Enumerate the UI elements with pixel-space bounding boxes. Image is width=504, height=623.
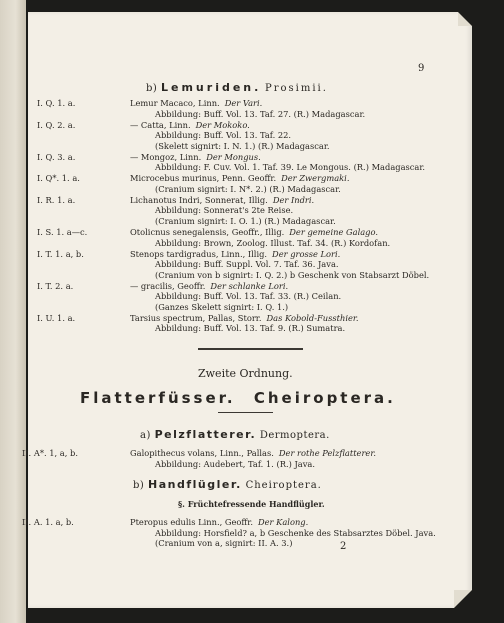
common-name: Der Kalong.: [258, 517, 309, 527]
entry-detail-line: (Cranium signirt: I. N*. 2.) (R.) Madagascar.: [155, 183, 341, 194]
species-name: — gracilis, Geoffr.: [130, 280, 206, 291]
entry-species-line: [130, 195, 314, 205]
entry-species-line: [130, 98, 262, 108]
entry-code: I. U. 1. a.: [37, 312, 76, 323]
book-page: [22, 12, 472, 608]
entry-code: II. A*. 1, a, b.: [22, 448, 78, 458]
species-name: Pteropus edulis Linn., Geoffr.: [130, 517, 253, 527]
section-letter: a): [140, 430, 151, 441]
common-name: Der rothe Pelzflatterer.: [278, 448, 377, 458]
page-corner-top: [458, 12, 472, 26]
entry-code: I. R. 1. a.: [37, 194, 76, 205]
section-latin: Cheiroptera.: [245, 480, 322, 491]
species-name: Tarsius spectrum, Pallas, Storr.: [130, 312, 262, 323]
entry-species-line: [130, 448, 376, 458]
entry-species-line: [130, 227, 378, 237]
entry-code: II. A. 1. a, b.: [22, 517, 74, 527]
entry-species-line: [130, 120, 250, 130]
entry-detail-line: Abbildung: Horsfield? a, b Geschenke des Stabsarztes Döbel. Java.: [155, 527, 436, 538]
entry-detail-line: Abbildung: Buff. Vol. 13. Taf. 27. (R.) Madagascar.: [155, 108, 366, 119]
entry-detail-line: (Skelett signirt: I. N. 1.) (R.) Madagascar.: [155, 140, 330, 151]
common-name: Der Vari.: [224, 98, 263, 108]
entry-code: I. Q. 1. a.: [37, 98, 76, 108]
signature-mark: 2: [340, 541, 347, 552]
short-rule: [218, 412, 273, 413]
entry-code: I. S. 1. a—c.: [37, 227, 88, 237]
common-name: Das Kobold-Fussthier.: [266, 312, 359, 323]
section-title: Handflügler.: [148, 478, 242, 491]
entry-detail-line: Abbildung: Buff. Vol. 13. Taf. 9. (R.) Sumatra.: [155, 323, 346, 334]
species-name: Otolicnus senegalensis, Geoffr., Illig.: [130, 227, 285, 237]
entry-detail-line: Abbildung: Buff. Vol. 13. Taf. 33. (R.) Ceilan.: [155, 291, 342, 302]
entry-detail-line: (Cranium signirt: I. O. 1.) (R.) Madagascar.: [155, 215, 336, 226]
entry-detail-line: Abbildung: Buff. Vol. 13. Taf. 22.: [155, 130, 292, 141]
order-title-latin: Cheiroptera.: [253, 389, 396, 407]
common-name: Der Mongus.: [206, 151, 261, 162]
entry-code: I. T. 1. a, b.: [37, 248, 84, 259]
order-label: Zweite Ordnung.: [198, 367, 293, 380]
page-corner-bottom: [454, 590, 472, 608]
order-title: [80, 389, 396, 407]
entry-detail-line: Abbildung: Brown, Zoolog. Illust. Taf. 34. (R.) Kordofan.: [155, 237, 391, 248]
section-latin: Dermoptera.: [259, 430, 330, 441]
previous-page-edge: [0, 0, 26, 623]
entry-species-line: [130, 152, 261, 162]
species-name: Stenops tardigradus, Linn., Illig.: [130, 248, 268, 259]
entry-code: I. T. 2. a.: [37, 280, 74, 291]
entry-species-line: [130, 249, 340, 259]
species-name: — Mongoz, Linn.: [130, 151, 202, 162]
common-name: Der grosse Lori.: [272, 248, 341, 259]
common-name: Der Mokoko.: [195, 119, 250, 130]
entry-species-line: [130, 281, 288, 291]
entry-detail-line: Abbildung: Audebert, Taf. 1. (R.) Java.: [155, 458, 315, 469]
subsection-title: Früchtefressende Handflügler.: [187, 499, 325, 509]
entry-detail-line: Abbildung: F. Cuv. Vol. 1. Taf. 39. Le Mongous. (R.) Madagascar.: [155, 162, 426, 173]
section-heading-handfluegler: [133, 480, 322, 491]
common-name: Der Indri.: [272, 194, 315, 205]
common-name: Der gemeine Galago.: [289, 227, 378, 237]
species-name: Lemur Macaco, Linn.: [130, 98, 220, 108]
page-number: 9: [418, 63, 425, 74]
entry-species-line: [130, 173, 349, 183]
entry-detail-line: (Cranium von a, signirt: II. A. 3.): [155, 538, 293, 548]
divider-rule: [198, 348, 303, 350]
species-name: Lichanotus Indri, Sonnerat, Illig.: [130, 194, 268, 205]
entry-detail-line: (Ganzes Skelett signirt: I. Q. 1.): [155, 301, 289, 312]
species-name: Galopithecus volans, Linn., Pallas.: [130, 448, 274, 458]
common-name: Der schlanke Lori.: [210, 280, 289, 291]
entry-code: I. Q*. 1. a.: [37, 173, 80, 184]
common-name: Der Zwergmaki.: [281, 173, 350, 184]
section-latin: Prosimii.: [265, 83, 328, 94]
species-name: Microcebus murinus, Penn. Geoffr.: [130, 173, 277, 184]
section-title: Pelzflatterer.: [154, 428, 257, 441]
section-letter: b): [146, 83, 158, 94]
entry-detail-line: Abbildung: Sonnerat's 2te Reise.: [155, 205, 294, 216]
entry-code: I. Q. 2. a.: [37, 119, 76, 130]
section-heading-pelzflatterer: [140, 430, 330, 441]
order-title-german: Flatterfüsser.: [80, 389, 236, 407]
species-name: — Catta, Linn.: [130, 119, 191, 130]
section-letter: b): [133, 480, 145, 491]
entry-detail-line: (Cranium von b signirt: I. Q. 2.) b Geschenk von Stabsarzt Döbel.: [155, 269, 430, 280]
entry-species-line: [130, 313, 359, 323]
subsection-sign: §.: [178, 499, 185, 509]
section-heading-lemuriden: [146, 83, 328, 94]
subsection-heading: [178, 499, 325, 509]
section-title: Lemuriden.: [161, 81, 262, 94]
entry-species-line: [130, 517, 308, 527]
entry-code: I. Q. 3. a.: [37, 151, 76, 162]
entry-detail-line: Abbildung: Buff. Suppl. Vol. 7. Taf. 36. Java.: [155, 259, 339, 270]
